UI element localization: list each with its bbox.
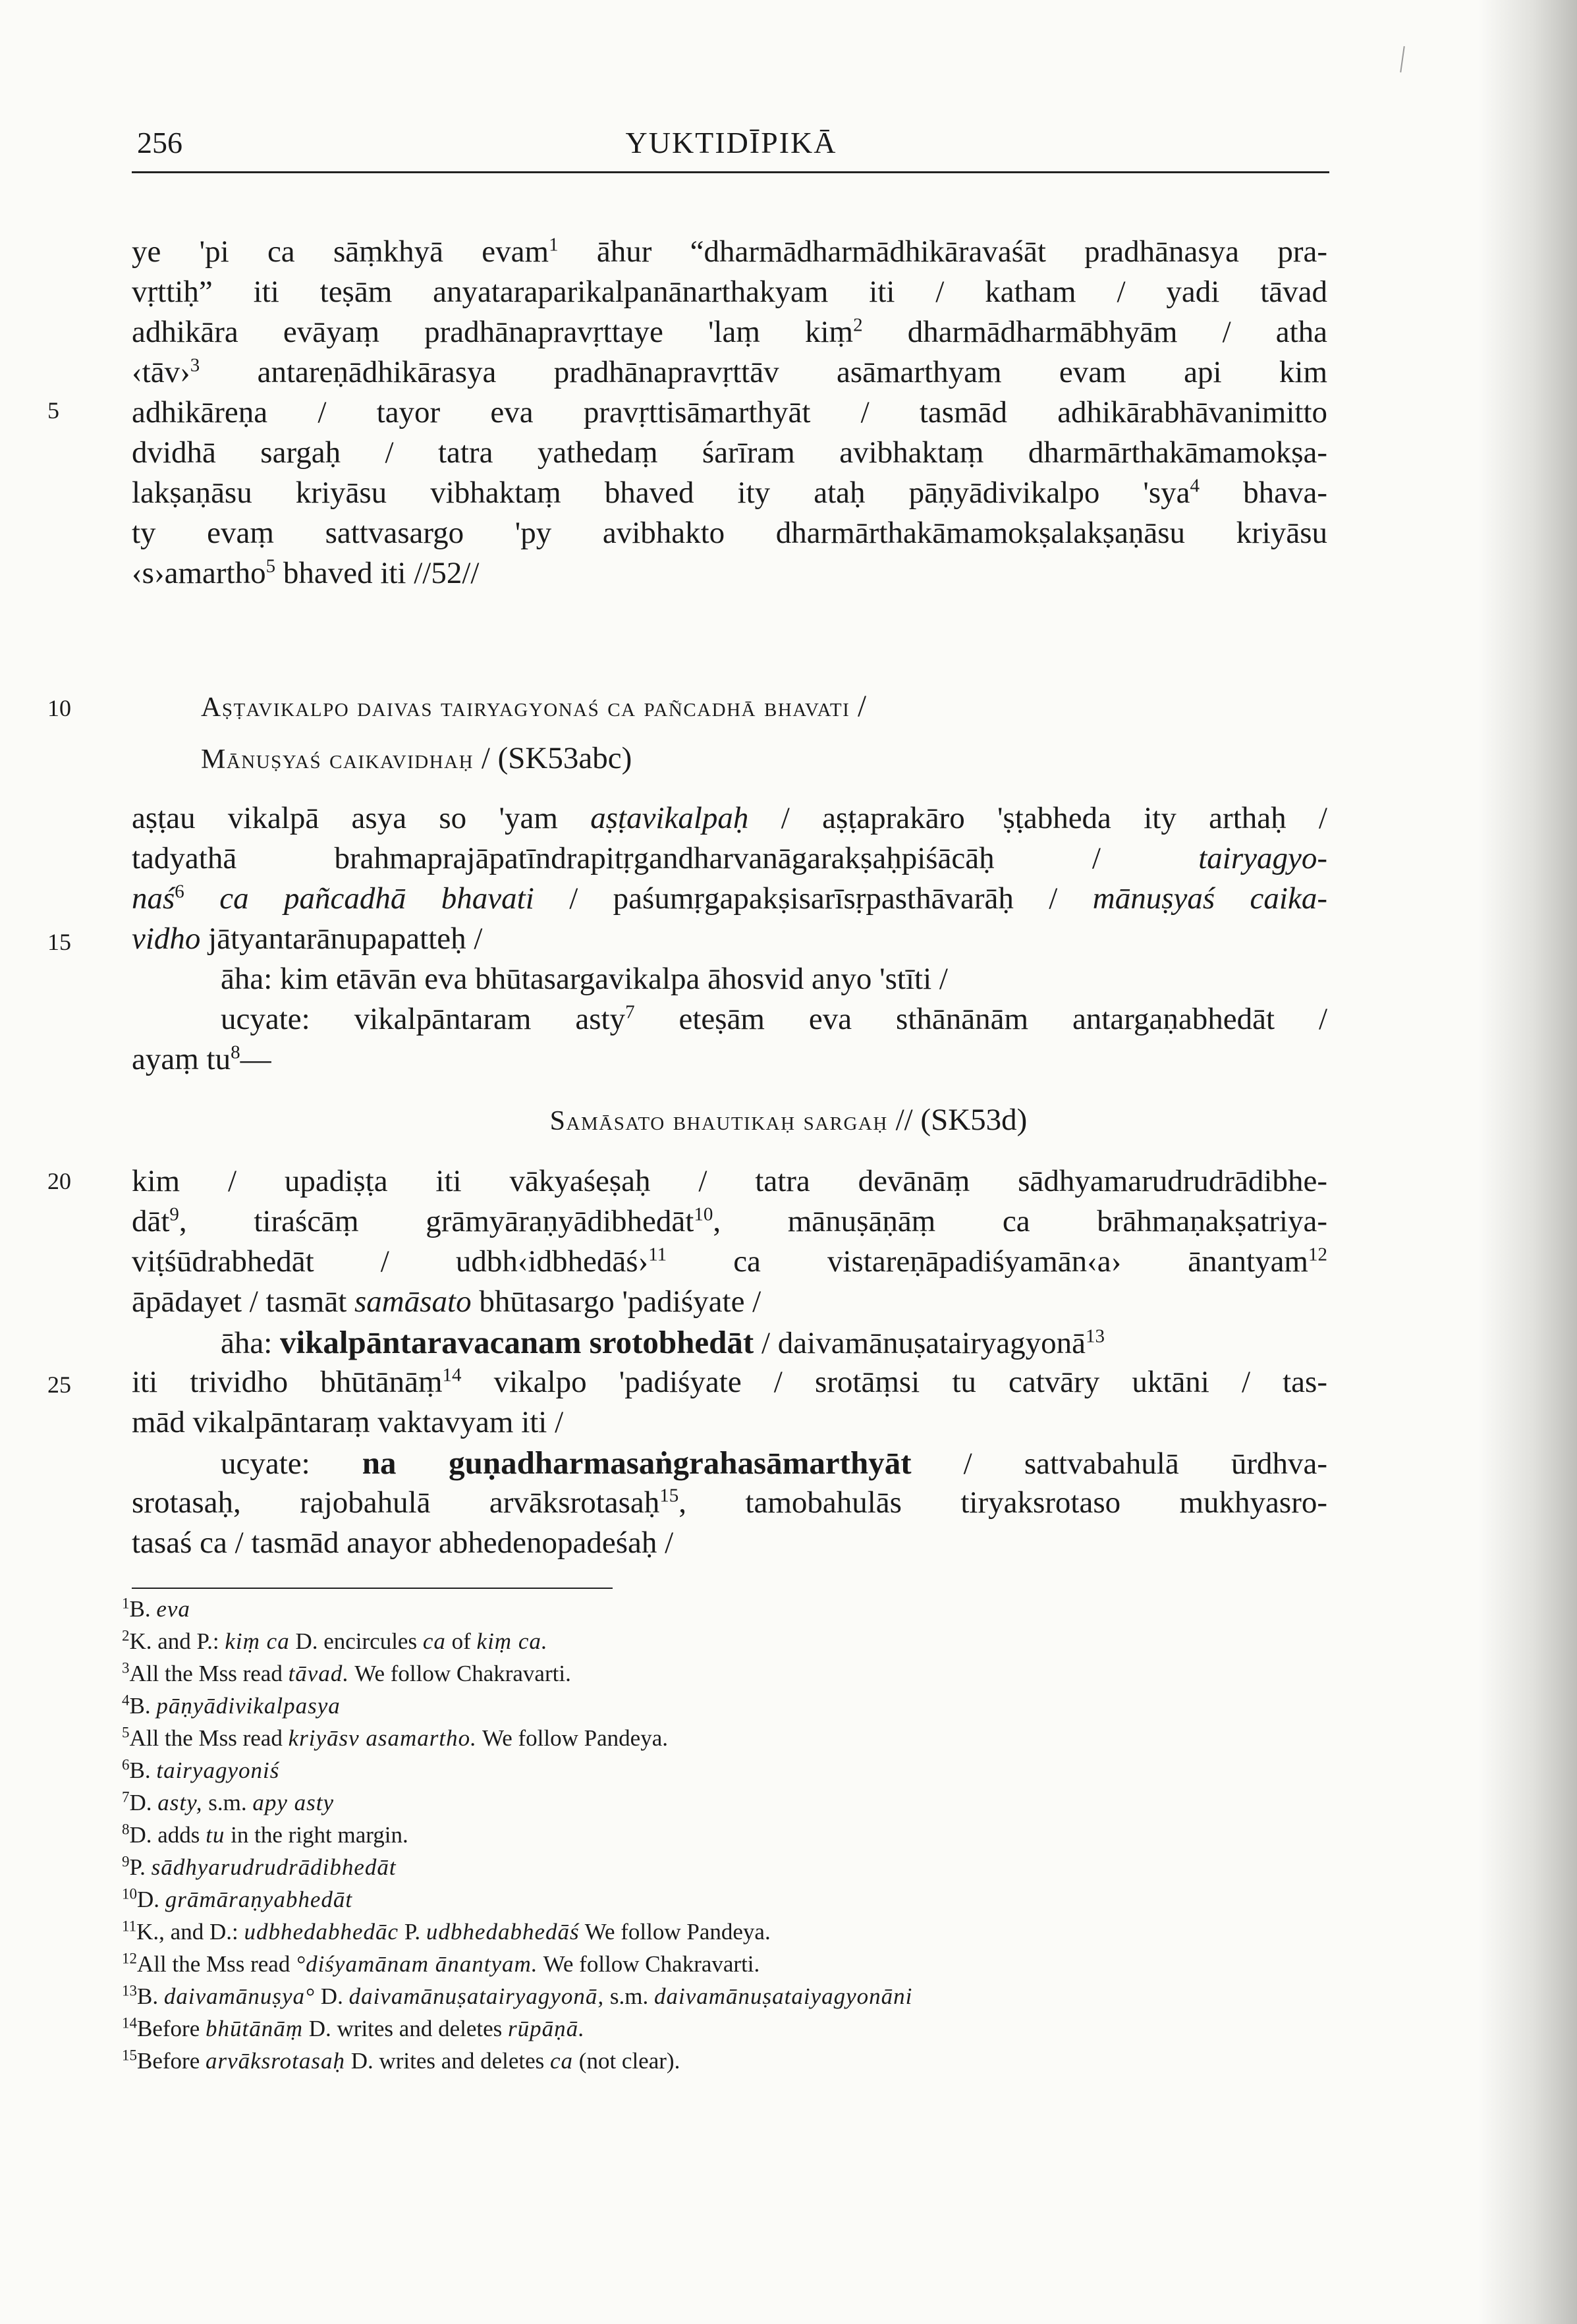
running-title: YUKTIDĪPIKĀ [625,126,837,159]
footnote: $^{10}$D. grāmāraṇyabhedāt [122,1885,353,1912]
verse-line: Aṣṭavikalpo daivas tairyagyonaś ca pañcadhā bhavati / [201,689,867,723]
body-line: ucyate: vikalpāntaram asty$^7$ eteṣām eva sthānānām antargaṇabhedāt / [221,1001,1327,1036]
body-line: ‹s›amartho$^5$ bhaved iti //52// [132,555,480,590]
body-line: naś$^6$ ca pañcadhā bhavati / paśumṛgapakṣisarīsṛpasthāvarāḥ / mānuṣyaś caika- [132,881,1327,916]
body-line: iti trividho bhūtānāṃ$^{14}$ vikalpo 'padiśyate / srotāṃsi tu catvāry uktāni / tas- [132,1364,1327,1399]
footnote: $^1$B. eva [122,1595,190,1622]
body-line: dvidhā sargaḥ / tatra yathedaṃ śarīram avibhaktaṃ dharmārthakāmamokṣa- [132,435,1327,470]
body-line: āha: kim etāvān eva bhūtasargavikalpa āhosvid anyo 'stīti / [221,962,948,996]
stray-pen-mark [1400,46,1405,72]
footnote: $^2$K. and P.: kiṃ ca D. encircules ca of kiṃ ca. [122,1627,548,1654]
footnote: $^9$P. sādhyarudrudrādibhedāt [122,1853,397,1880]
footnote-rule [132,1588,613,1589]
footnote: $^{12}$All the Mss read °diśyamānam ānantyam. We follow Chakravarti. [122,1950,760,1977]
body-line: viṭśūdrabhedāt / udbh‹idbhedāś›$^{11}$ ca vistareṇāpadiśyamān‹a› ānantyam$^{12}$ [132,1244,1327,1279]
body-line: ‹tāv›$^3$ antareṇādhikārasya pradhānapravṛttāv asāmarthyam evam api kim [132,354,1327,389]
body-line: tasaś ca / tasmād anayor abhedenopadeśaḥ / [132,1526,674,1560]
body-line: aṣṭau vikalpā asya so 'yam aṣṭavikalpaḥ / aṣṭaprakāro 'ṣṭabheda ity arthaḥ / [132,801,1327,835]
body-line: vidho jātyantarānupapatteḥ / [132,922,483,956]
body-line: vṛttiḥ” iti teṣām anyataraparikalpanānarthakyam iti / katham / yadi tāvad [132,275,1327,309]
body-line: mād vikalpāntaraṃ vaktavyam iti / [132,1405,564,1439]
page-number: 256 [137,126,182,159]
footnote: $^7$D. asty, s.m. apy asty [122,1788,335,1815]
footnote: $^{15}$Before arvāksrotasaḥ D. writes and deletes ca (not clear). [122,2047,680,2074]
body-line: ucyate: na guṇadharmasaṅgrahasāmarthyāt / sattvabahulā ūrdhva- [221,1445,1327,1481]
line-number: 25 [47,1371,71,1398]
header-rule [132,171,1329,173]
verse-line: Mānuṣyaś caikavidhaḥ / (SK53abc) [201,741,632,775]
footnote: $^6$B. tairyagyoniś [122,1756,280,1783]
body-line: tadyathā brahmaprajāpatīndrapitṛgandharvanāgarakṣaḥpiśācāḥ / tairyagyo- [132,841,1327,875]
body-line: dāt$^9$, tiraścāṃ grāmyāraṇyādibhedāt$^{10}$, mānuṣāṇāṃ ca brāhmaṇakṣatriya- [132,1204,1328,1238]
body-line: kim / upadiṣṭa iti vākyaśeṣaḥ / tatra devānāṃ sādhyamarudrudrādibhe- [132,1164,1327,1198]
line-number: 5 [47,397,59,424]
body-line: ye 'pi ca sāṃkhyā evam$^1$ āhur “dharmādharmādhikāravaśāt pradhānasya pra- [132,234,1327,269]
footnote: $^3$All the Mss read tāvad. We follow Chakravarti. [122,1659,571,1686]
body-line: adhikāra evāyaṃ pradhānapravṛttaye 'laṃ kiṃ$^2$ dharmādharmābhyām / atha [132,314,1328,349]
footnote: $^{11}$K., and D.: udbhedabhedāc P. udbhedabhedāś We follow Pandeya. [122,1918,771,1945]
footnote: $^4$B. pāṇyādivikalpasya [122,1692,341,1719]
body-line: ayaṃ $tu^8—$ [132,1041,271,1076]
body-line: āha: vikalpāntaravacanam srotobhedāt / daivamānuṣatairyagyonā$^{13}$ [221,1324,1105,1360]
line-number: 10 [47,695,71,721]
footnote: $^5$All the Mss read kriyāsv asamartho. We follow Pandeya. [122,1724,668,1751]
body-line: āpādayet / tasmāt samāsato bhūtasargo 'padiśyate / [132,1285,761,1319]
footnote: $^{13}$B. daivamānuṣya° D. daivamānuṣatairyagyonā, s.m. daivamānuṣataiyagyonāni [122,1982,913,2009]
page-edge-shadow [1478,0,1577,2324]
body-line: adhikāreṇa / tayor eva pravṛttisāmarthyāt / tasmād adhikārabhāvanimitto [132,395,1327,429]
footnote: $^8$D. adds tu in the right margin. [122,1821,408,1848]
body-line: ty evaṃ sattvasargo 'py avibhakto dharmārthakāmamokṣalakṣaṇāsu kriyāsu [132,516,1327,550]
verse-line: Samāsato bhautikaḥ sargaḥ // (SK53d) [549,1103,1028,1137]
body-line: lakṣaṇāsu kriyāsu vibhaktaṃ bhaved ity ataḥ pāṇyādivikalpo 'sya$^4$ bhava- [132,475,1327,510]
line-number: 15 [47,929,71,955]
body-line: srotasaḥ, rajobahulā arvāksrotasaḥ$^{15}$, tamobahulās tiryaksrotaso mukhyasro- [132,1485,1327,1520]
page-header [132,125,1331,171]
footnote: $^{14}$Before bhūtānāṃ D. writes and deletes rūpāṇā. [122,2014,585,2041]
line-number: 20 [47,1168,71,1194]
